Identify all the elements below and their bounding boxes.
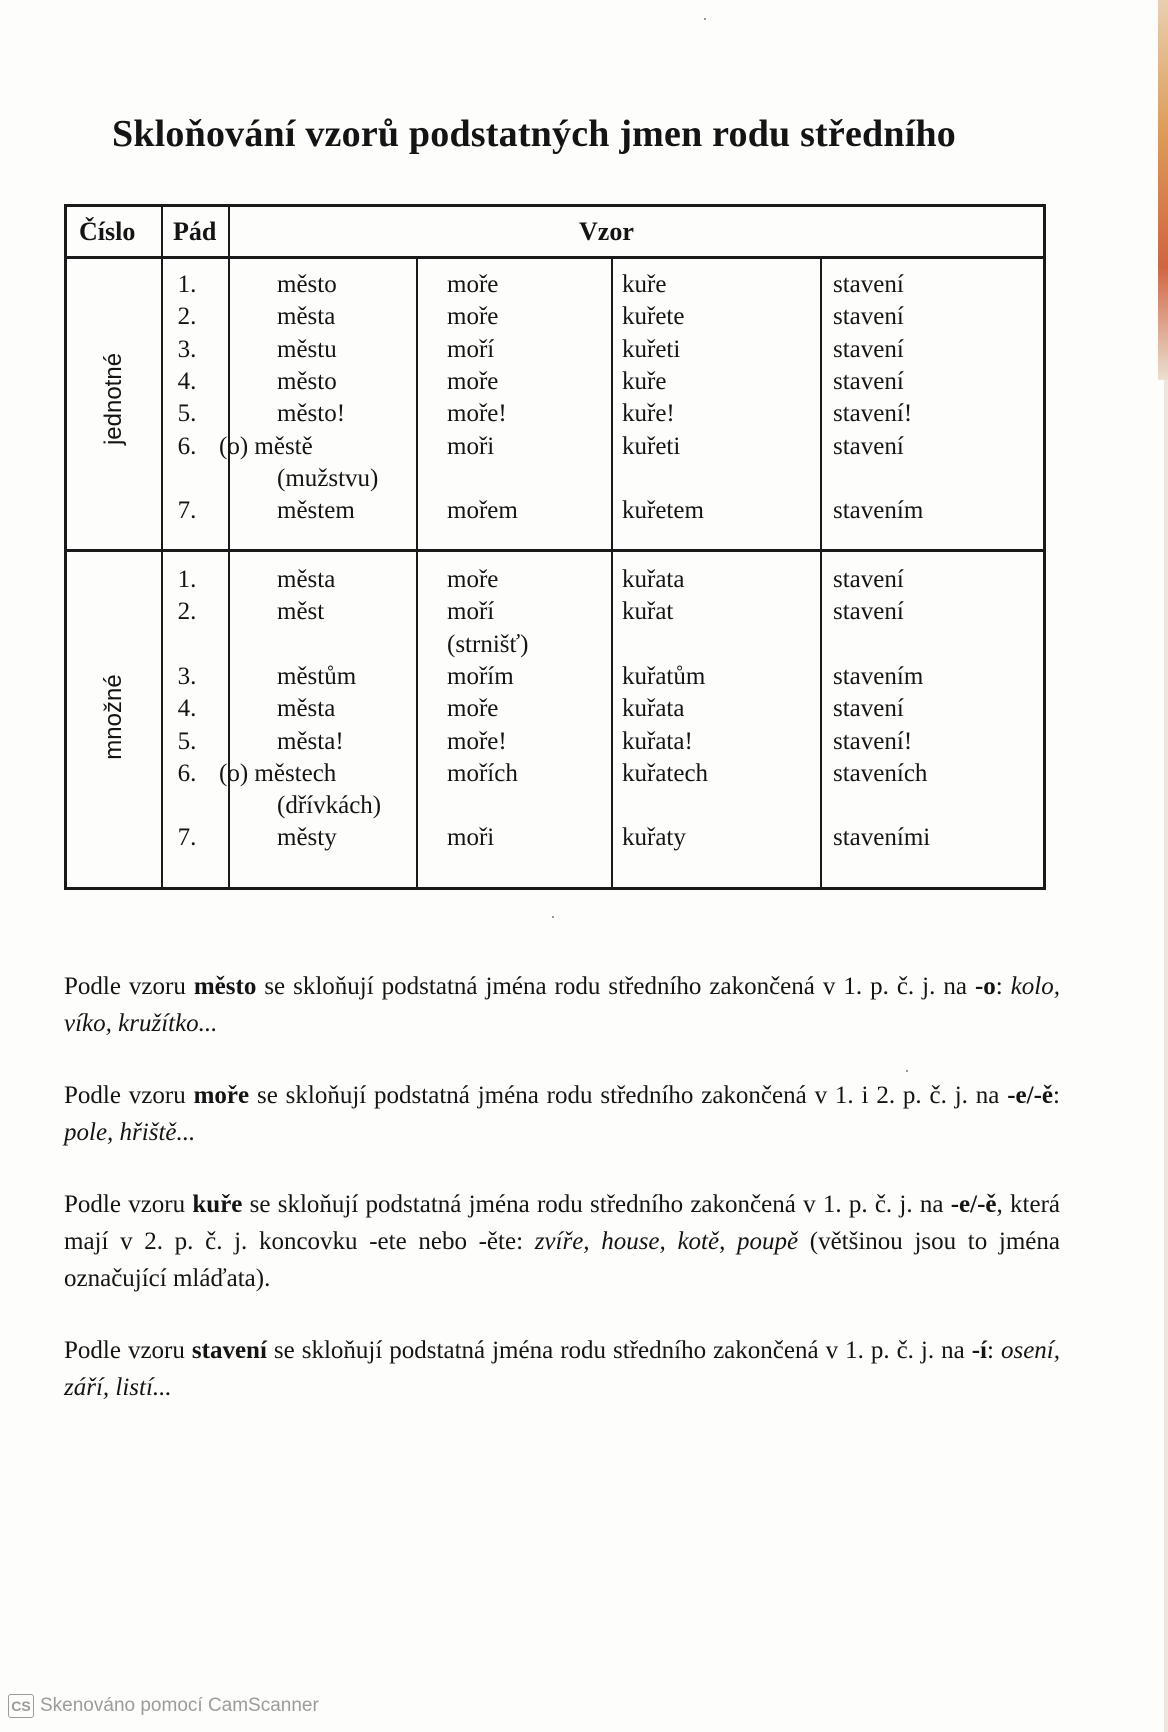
pad-cell: 1. (177, 566, 197, 593)
pad-cell: 3. (177, 662, 197, 690)
declension-cell: moře (447, 271, 499, 298)
watermark-text: Skenováno pomocí CamScanner (40, 1695, 319, 1716)
scan-speck (704, 18, 706, 20)
ending: -í (971, 1337, 988, 1364)
declension-cell: stavení (833, 695, 904, 723)
col-divider-cislo (161, 207, 163, 887)
declension-cell: kuřete (622, 303, 685, 331)
pattern-word: kuře (192, 1191, 243, 1218)
scan-speck (552, 916, 554, 918)
declension-cell: kuřata! (622, 727, 693, 755)
col-divider-3 (820, 256, 822, 887)
declension-cell: stavením (833, 497, 924, 525)
declension-cell: města! (277, 727, 344, 755)
examples: pole, hřiště... (64, 1119, 196, 1146)
rule-paragraph-kure: Podle vzoru kuře se skloňují podstatná jména rodu středního zakončená v 1. p. č. j. na -e/-ě, která mají v 2. p. č. j. koncovku -ete nebo -ěte: zvíře, house, kotě, poupě (většinou jsou to jména označující mláďata). (64, 1191, 1060, 1292)
declension-cell: moří (447, 335, 495, 363)
declension-cell: kuře! (622, 400, 675, 428)
pad-cell: 4. (177, 695, 197, 723)
declension-cell: moří (447, 598, 495, 626)
group-divider (67, 549, 1043, 552)
declension-cell: (o) městech (219, 759, 337, 787)
declension-cell: kuřata (622, 566, 685, 593)
pad-cell: 1. (177, 271, 197, 298)
declension-cell: stavením (833, 662, 924, 690)
declension-cell: kuřaty (622, 824, 686, 852)
declension-cell: stavení! (833, 727, 913, 755)
declension-cell: kuřat (622, 598, 674, 626)
pattern-word: stavení (191, 1337, 267, 1364)
examples: osení, září, listí... (64, 1337, 1060, 1401)
rule-paragraph-staveni: Podle vzoru stavení se skloňují podstatná jména rodu středního zakončená v 1. p. č. j. na -í: osení, září, listí... (64, 1337, 1060, 1401)
declension-cell: stavení (833, 566, 904, 593)
header-divider (67, 256, 1043, 259)
declension-cell: stavení! (833, 400, 913, 428)
declension-cell: stavení (833, 432, 904, 460)
pad-cell: 6. (177, 759, 197, 787)
header-cislo: Číslo (79, 217, 136, 246)
declension-cell: stavení (833, 335, 904, 363)
declension-cell: městům (277, 662, 357, 690)
pad-cell: 2. (177, 598, 197, 626)
scan-speck (906, 1070, 908, 1072)
declension-cell: městem (277, 497, 355, 525)
declension-cell: staveními (833, 824, 931, 852)
declension-cell: moře (447, 303, 499, 331)
header-pad: Pád (173, 217, 217, 246)
pad-cell: 7. (177, 497, 197, 525)
declension-cell: kuřatům (622, 662, 706, 690)
declension-cell: (dřívkách) (277, 792, 382, 820)
declension-cell: staveních (833, 759, 928, 787)
examples: zvíře, house, kotě, poupě (534, 1228, 799, 1255)
declension-cell: města (277, 695, 336, 723)
declension-cell: stavení (833, 271, 904, 298)
rule-paragraph-more: Podle vzoru moře se skloňují podstatná jména rodu středního zakončená v 1. i 2. p. č. j. na -e/-ě: pole, hřiště... (64, 1082, 1060, 1146)
declension-cell: kuře (622, 367, 667, 395)
declension-cell: kuřeti (622, 335, 681, 363)
declension-cell: moři (447, 432, 495, 460)
pad-cell: 3. (177, 335, 197, 363)
col-divider-2 (611, 256, 613, 887)
declension-cell: město! (277, 400, 346, 428)
ending: -o (974, 973, 996, 1000)
declension-cell: kuře (622, 271, 667, 298)
declension-cell: města (277, 566, 336, 593)
pad-cell: 5. (177, 400, 197, 428)
declension-cell: mořích (447, 759, 518, 787)
rule-paragraph-mesto: Podle vzoru město se skloňují podstatná jména rodu středního zakončená v 1. p. č. j. na -o: kolo, víko, kružítko... (64, 973, 1060, 1037)
declension-table (64, 204, 1046, 890)
group-label-singular: jednotné (100, 352, 127, 446)
camscanner-logo-icon: CS (8, 1694, 34, 1718)
declension-cell: město (277, 271, 337, 298)
declension-cell: mořem (447, 497, 518, 525)
declension-cell: kuřatech (622, 759, 709, 787)
pad-cell: 5. (177, 727, 197, 755)
declension-cell: kuřata (622, 695, 685, 723)
declension-cell: moře! (447, 400, 507, 428)
declension-cell: stavení (833, 598, 904, 626)
declension-cell: moře (447, 695, 499, 723)
declension-cell: (mužstvu) (277, 464, 379, 492)
declension-cell: města (277, 303, 336, 331)
examples: kolo, víko, kružítko... (64, 973, 1060, 1037)
declension-cell: kuřetem (622, 497, 704, 525)
pattern-word: moře (193, 1082, 250, 1109)
page-edge-decoration (1158, 0, 1168, 380)
declension-cell: stavení (833, 303, 904, 331)
ending: -e/-ě (950, 1191, 997, 1218)
declension-cell: moři (447, 824, 495, 852)
pattern-word: město (193, 973, 257, 1000)
declension-cell: moře! (447, 727, 507, 755)
page-edge-shadow (1164, 380, 1168, 1732)
page-title: Skloňování vzorů podstatných jmen rodu středního (112, 113, 957, 155)
declension-cell: stavení (833, 367, 904, 395)
pad-cell: 2. (177, 303, 197, 331)
pad-cell: 4. (177, 367, 197, 395)
declension-cell: městy (277, 824, 337, 852)
scanner-watermark (8, 1694, 319, 1718)
col-divider-1 (416, 256, 418, 887)
pad-cell: 7. (177, 824, 197, 852)
pad-cell: 6. (177, 432, 197, 460)
declension-cell: městu (277, 335, 337, 363)
declension-cell: mořím (447, 662, 514, 690)
declension-cell: (strnišť) (447, 630, 529, 658)
declension-cell: měst (277, 598, 325, 626)
declension-cell: město (277, 367, 337, 395)
declension-cell: kuřeti (622, 432, 681, 460)
declension-cell: moře (447, 566, 499, 593)
declension-cell: moře (447, 367, 499, 395)
declension-cell: (o) městě (219, 432, 313, 460)
ending: -e/-ě (1007, 1082, 1054, 1109)
group-label-plural: množné (100, 674, 127, 760)
header-vzor: Vzor (579, 217, 634, 246)
